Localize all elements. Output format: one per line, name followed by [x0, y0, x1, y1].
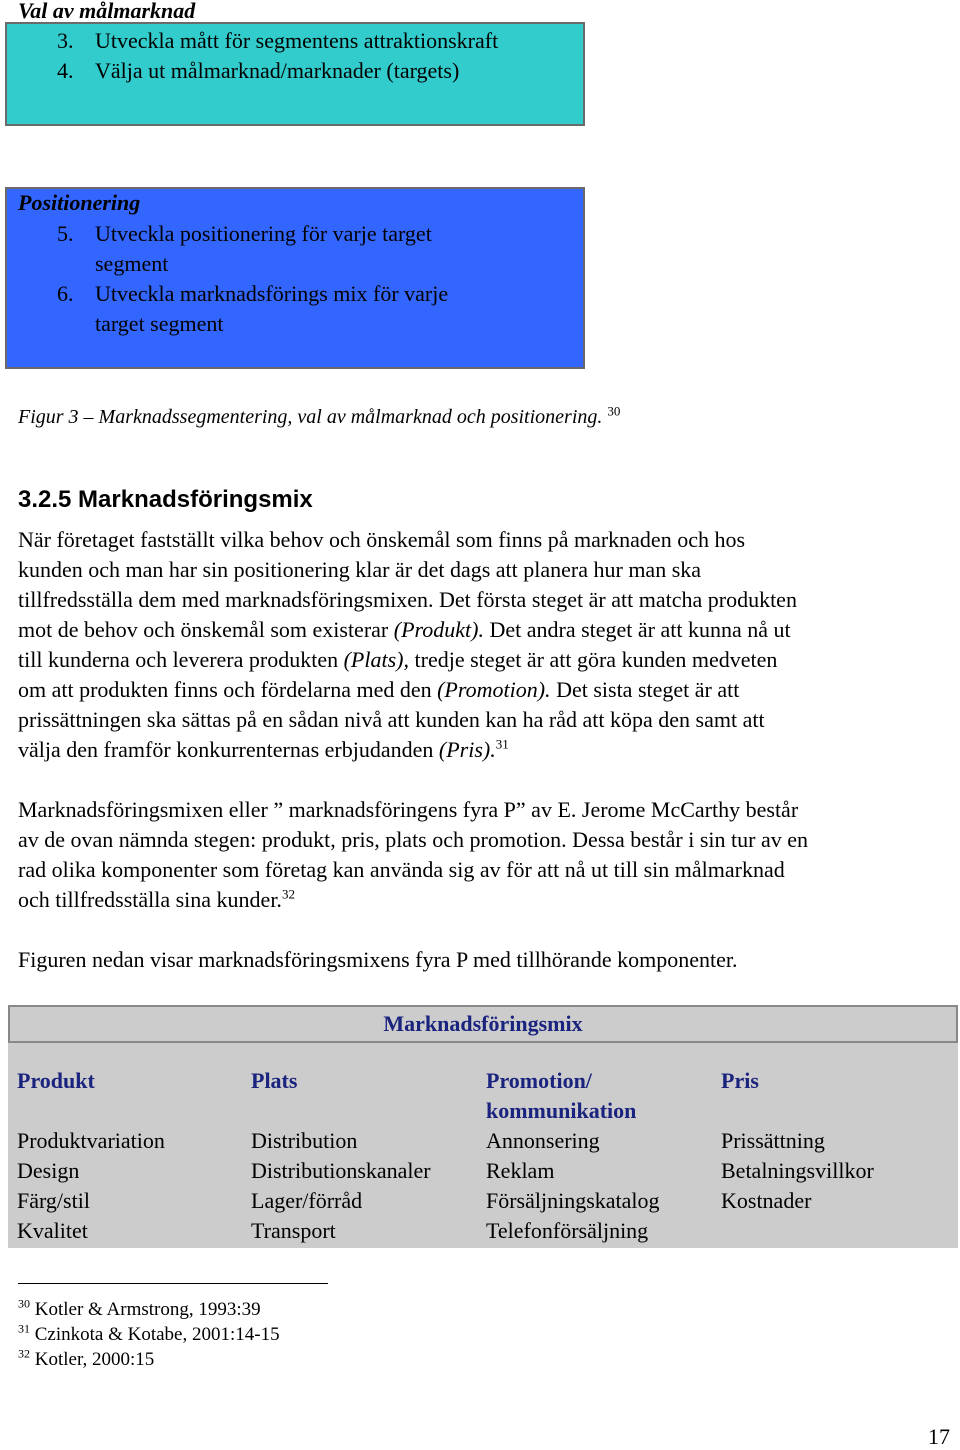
- para-line: rad olika komponenter som företag kan använda sig av för att nå ut till sin målmarknad: [18, 857, 785, 882]
- para-line: kunden och man har sin positionering klar är det dags att planera hur man ska: [18, 557, 702, 582]
- paragraph: [18, 795, 948, 915]
- footnote-ref: 30: [607, 403, 621, 419]
- footnote-ref: 31: [495, 736, 509, 752]
- mix-cell: Produktvariation: [17, 1128, 165, 1153]
- para-text: tillfredsställa dem med marknadsföringsmixen.: [18, 587, 434, 612]
- footnote: [18, 1298, 261, 1322]
- list-item-text-cont: target segment: [95, 311, 224, 336]
- para-italic: (Pris).: [438, 737, 496, 762]
- marketing-mix-title: Marknadsföringsmix: [8, 1005, 958, 1043]
- footnote-divider: [18, 1283, 328, 1284]
- para-text: tredje steget är att göra kunden medveten: [409, 647, 778, 672]
- footnote-text: Kotler & Armstrong, 1993:39: [34, 1299, 261, 1320]
- mix-column-heading: Pris: [721, 1068, 759, 1093]
- list-item-text: Utveckla positionering för varje target: [95, 221, 432, 246]
- para-text: välja den framför konkurrenternas erbjudanden: [18, 737, 439, 762]
- para-line: [18, 735, 948, 765]
- mix-cell: Försäljningskatalog: [486, 1188, 660, 1213]
- mix-column-heading: Produkt: [17, 1068, 95, 1093]
- list-item: [57, 56, 577, 86]
- para-text: Det sista steget är att: [550, 677, 740, 702]
- para-text: mot de behov och önskemål som existerar: [18, 617, 394, 642]
- list-item-text: Utveckla marknadsförings mix för varje: [95, 281, 449, 306]
- list-item: [57, 219, 577, 279]
- section-heading: 3.2.5 Marknadsföringsmix: [18, 486, 313, 513]
- mix-cell: Transport: [251, 1218, 336, 1243]
- para-italic: (Produkt).: [393, 617, 484, 642]
- para-line: När företaget fastställt vilka behov och önskemål som finns på marknaden och hos: [18, 527, 746, 552]
- para-line: prissättningen ska sättas på en sådan nivå att kunden kan ha råd att köpa den samt att: [18, 707, 765, 732]
- footnote-number: 32: [18, 1346, 30, 1361]
- mix-cell: Färg/stil: [17, 1188, 90, 1213]
- para-line: [18, 885, 948, 915]
- para-line: av de ovan nämnda stegen: produkt, pris, plats och promotion. Dessa består i sin tur av en: [18, 827, 808, 852]
- mix-cell: Kvalitet: [17, 1218, 88, 1243]
- figure-caption: [18, 404, 620, 430]
- footnote-text: Czinkota & Kotabe, 2001:14-15: [34, 1324, 280, 1345]
- list-item-number: 3.: [57, 28, 74, 53]
- mix-cell: Lager/förråd: [251, 1188, 363, 1213]
- footnote: [18, 1323, 280, 1347]
- paragraph: [18, 945, 948, 975]
- para-text: Det första steget är att matcha produkten: [433, 587, 797, 612]
- positioning-title: Positionering: [18, 190, 141, 215]
- figure-caption-text: Figur 3 – Marknadssegmentering, val av målmarknad och positionering.: [18, 406, 603, 428]
- mix-cell: Distribution: [251, 1128, 358, 1153]
- footnote-text: Kotler, 2000:15: [34, 1349, 155, 1370]
- para-line: Figuren nedan visar marknadsföringsmixens fyra P med tillhörande komponenter.: [18, 947, 738, 972]
- para-italic: (Plats),: [343, 647, 409, 672]
- page-number: 17: [928, 1424, 950, 1449]
- footnote-number: 31: [18, 1321, 30, 1336]
- para-line: [18, 645, 948, 675]
- mix-cell: Distributionskanaler: [251, 1158, 431, 1183]
- list-item-text: Välja ut målmarknad/marknader (targets): [95, 58, 460, 83]
- list-item-number: 5.: [57, 221, 74, 246]
- footnote-ref: 32: [281, 886, 295, 902]
- para-line: [18, 585, 948, 615]
- list-item: [57, 26, 577, 56]
- mix-column-heading-cont: kommunikation: [486, 1098, 637, 1123]
- paragraph: [18, 525, 948, 765]
- para-text: om att produkten finns och fördelarna med den: [18, 677, 438, 702]
- para-line: [18, 615, 948, 645]
- footnote: [18, 1348, 154, 1372]
- para-text: Det andra steget är att kunna nå ut: [483, 617, 791, 642]
- list-item-text: Utveckla mått för segmentens attraktionskraft: [95, 28, 499, 53]
- mix-cell: Prissättning: [721, 1128, 825, 1153]
- mix-cell: Design: [17, 1158, 80, 1183]
- para-line: Marknadsföringsmixen eller ” marknadsföringens fyra P” av E. Jerome McCarthy består: [18, 797, 799, 822]
- list-item-text-cont: segment: [95, 251, 169, 276]
- mix-cell: Reklam: [486, 1158, 555, 1183]
- list-item: [57, 279, 577, 339]
- mix-column-heading: Plats: [251, 1068, 298, 1093]
- mix-cell: Kostnader: [721, 1188, 812, 1213]
- list-item-number: 6.: [57, 281, 74, 306]
- para-line: [18, 675, 948, 705]
- para-italic: (Promotion).: [437, 677, 551, 702]
- list-item-number: 4.: [57, 58, 74, 83]
- target-market-title: Val av målmarknad: [18, 0, 196, 23]
- mix-column-heading: Promotion/: [486, 1068, 592, 1093]
- para-text: och tillfredsställa sina kunder.: [18, 887, 282, 912]
- mix-cell: Annonsering: [486, 1128, 600, 1153]
- footnote-number: 30: [18, 1296, 30, 1311]
- mix-cell: Telefonförsäljning: [486, 1218, 649, 1243]
- para-text: till kunderna och leverera produkten: [18, 647, 344, 672]
- mix-cell: Betalningsvillkor: [721, 1158, 874, 1183]
